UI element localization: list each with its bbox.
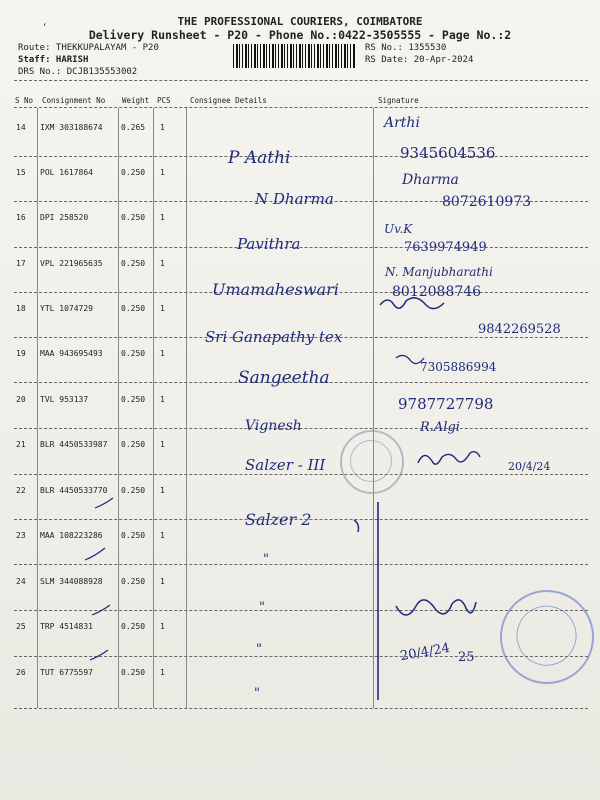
row-sno: 14	[16, 123, 26, 132]
row-weight: 0.265	[121, 123, 146, 132]
col-weight: Weight	[122, 96, 150, 105]
row-weight: 0.250	[121, 668, 146, 677]
row-sno: 21	[16, 440, 26, 449]
ditto-stroke	[354, 520, 359, 532]
row-weight: 0.250	[121, 531, 146, 540]
row-consignment: VPL 221965635	[40, 259, 103, 268]
row-consignment: DPI 258520	[40, 213, 89, 222]
col-pcs: PCS	[157, 96, 171, 105]
row-weight: 0.250	[121, 259, 146, 268]
column-rule	[373, 108, 374, 708]
signature-scribble	[396, 600, 476, 615]
row-divider	[14, 247, 588, 248]
row-sno: 19	[16, 349, 26, 358]
runsheet-subtitle: Delivery Runsheet - P20 - Phone No.:0422-3505555 - Page No.:2	[88, 28, 512, 42]
row-sno: 15	[16, 168, 26, 177]
row-pcs: 1	[160, 168, 165, 177]
handwritten-name: N Dharma	[255, 190, 334, 208]
row-sno: 25	[16, 622, 26, 631]
handwritten-name: Pavithra	[237, 235, 301, 253]
handwritten-phone: 7639974949	[404, 240, 487, 255]
handwritten-name: "	[263, 552, 269, 567]
handwritten-phone: 8012088746	[392, 284, 482, 300]
col-consignee: Consignee Details	[190, 96, 267, 105]
row-weight: 0.250	[121, 213, 146, 222]
handwritten-phone: 7305886994	[420, 360, 497, 374]
row-weight: 0.250	[121, 395, 146, 404]
handwritten-signature: R.Algi	[420, 420, 460, 435]
row-sno: 18	[16, 304, 26, 313]
column-rule	[118, 108, 119, 708]
row-weight: 0.250	[121, 486, 146, 495]
handwritten-name: Salzer 2	[245, 510, 312, 529]
drs-field: DRS No.: DCJB135553002	[18, 67, 138, 77]
row-sno: 16	[16, 213, 26, 222]
handwritten-name: Sri Ganapathy tex	[205, 328, 343, 346]
handwritten-name: "	[254, 686, 260, 701]
handwritten-phone: 8072610973	[442, 194, 532, 210]
row-sno: 23	[16, 531, 26, 540]
receiver-round-stamp	[485, 575, 600, 700]
tick-mark	[95, 498, 113, 508]
rs-number: RS No.: 1355530	[365, 43, 447, 53]
row-pcs: 1	[160, 123, 165, 132]
staff-field: Staff: HARISH	[18, 55, 89, 65]
row-consignment: MAA 943695493	[40, 349, 103, 358]
column-rule	[186, 108, 187, 708]
handwritten-signature: N. Manjubharathi	[385, 265, 493, 279]
row-consignment: MAA 108223286	[40, 531, 103, 540]
row-divider	[14, 156, 588, 157]
signature-scribble	[418, 452, 480, 465]
handwritten-time: 25	[458, 650, 475, 665]
row-consignment: BLR 4450533987	[40, 440, 108, 449]
row-divider	[14, 656, 588, 657]
handwritten-signature: Dharma	[402, 172, 459, 188]
handwritten-name: "	[256, 642, 262, 657]
row-pcs: 1	[160, 577, 165, 586]
row-consignment: POL 1617864	[40, 168, 93, 177]
row-weight: 0.250	[121, 622, 146, 631]
row-sno: 26	[16, 668, 26, 677]
row-sno: 24	[16, 577, 26, 586]
tick-mark	[90, 650, 108, 660]
row-pcs: 1	[160, 304, 165, 313]
row-sno: 20	[16, 395, 26, 404]
handwritten-signature: Uv.K	[384, 222, 413, 236]
row-divider	[14, 708, 588, 709]
handwritten-signature: Arthi	[384, 115, 420, 131]
col-sno: S No	[15, 96, 34, 105]
rs-date: RS Date: 20-Apr-2024	[365, 55, 474, 65]
row-pcs: 1	[160, 622, 165, 631]
column-header-divider	[14, 107, 588, 108]
column-rule	[153, 108, 154, 708]
col-consignment: Consignment No	[42, 96, 106, 105]
handwritten-date: 20/4/24	[508, 460, 551, 473]
row-divider	[14, 610, 588, 611]
handwritten-name: Vignesh	[245, 418, 302, 434]
row-weight: 0.250	[121, 349, 146, 358]
handwritten-phone: 9345604536	[400, 144, 496, 162]
row-consignment: TRP 4514831	[40, 622, 93, 631]
row-pcs: 1	[160, 531, 165, 540]
tick-mark	[85, 548, 105, 560]
handwritten-name: "	[259, 600, 265, 615]
handwritten-name: Salzer - III	[245, 456, 326, 474]
row-weight: 0.250	[121, 168, 146, 177]
header-divider	[14, 80, 588, 81]
company-round-stamp	[340, 430, 404, 494]
row-consignment: YTL 1074729	[40, 304, 93, 313]
barcode-graphic	[233, 44, 355, 68]
row-weight: 0.250	[121, 304, 146, 313]
row-weight: 0.250	[121, 577, 146, 586]
row-pcs: 1	[160, 213, 165, 222]
row-sno: 22	[16, 486, 26, 495]
handwritten-name: Sangeetha	[238, 368, 330, 388]
row-pcs: 1	[160, 668, 165, 677]
row-divider	[14, 474, 588, 475]
row-consignment: TUT 6775597	[40, 668, 93, 677]
route-field: Route: THEKKUPALAYAM - P20	[18, 43, 159, 53]
row-consignment: TVL 953137	[40, 395, 89, 404]
handwritten-phone: 9842269528	[478, 322, 561, 337]
company-title: THE PROFESSIONAL COURIERS, COIMBATORE	[177, 15, 423, 28]
row-consignment: IXM 303188674	[40, 123, 103, 132]
margin-mark: ,	[42, 18, 48, 28]
row-weight: 0.250	[121, 440, 146, 449]
column-rule	[37, 108, 38, 708]
handwritten-name: Umamaheswari	[212, 280, 339, 299]
row-sno: 17	[16, 259, 26, 268]
row-pcs: 1	[160, 349, 165, 358]
handwritten-name: P Aathi	[228, 148, 291, 168]
handwritten-date: 20/4/24	[399, 640, 452, 665]
row-pcs: 1	[160, 259, 165, 268]
row-pcs: 1	[160, 486, 165, 495]
bleed-through-text	[20, 722, 580, 792]
row-pcs: 1	[160, 395, 165, 404]
row-consignment: BLR 4450533770	[40, 486, 108, 495]
col-signature: Signature	[378, 96, 419, 105]
row-consignment: SLM 344088928	[40, 577, 103, 586]
handwritten-phone: 9787727798	[398, 395, 494, 413]
row-pcs: 1	[160, 440, 165, 449]
row-divider	[14, 564, 588, 565]
